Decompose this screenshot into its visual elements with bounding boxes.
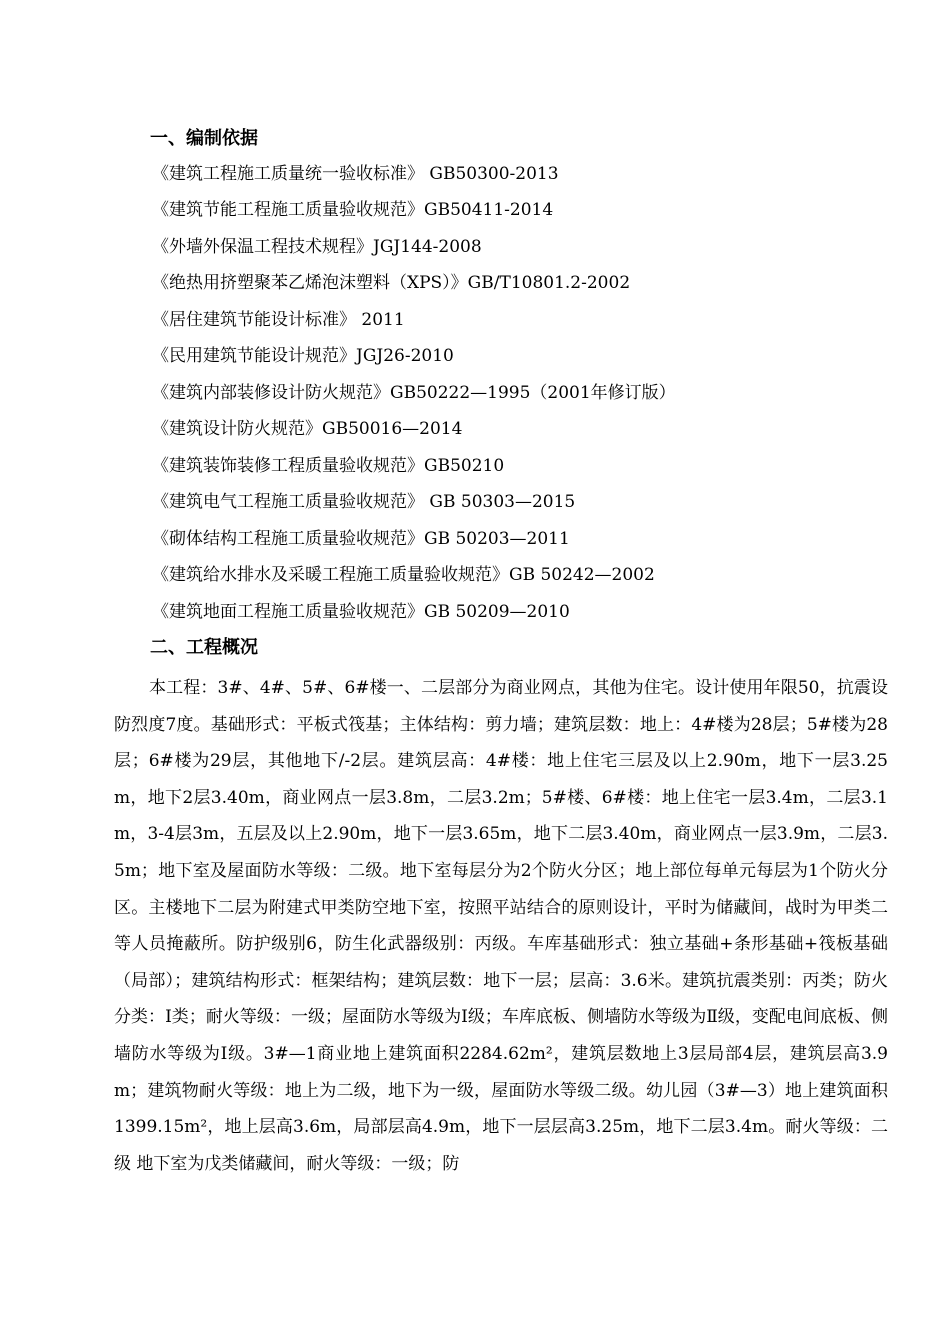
reference-item: 《建筑地面工程施工质量验收规范》GB 50209—2010: [152, 602, 570, 622]
section-heading-basis: 一、编制依据: [150, 128, 258, 149]
reference-item: 《外墙外保温工程技术规程》JGJ144-2008: [152, 237, 482, 257]
overview-paragraph: 本工程：3#、4#、5#、6#楼一、二层部分为商业网点，其他为住宅。设计使用年限50，抗震设防烈度7度。基础形式：平板式筏基；主体结构：剪力墙；建筑层数：地上：4#楼为28层；5#楼为28层；6#楼为29层，其他地下/-2层。建筑层高：4#楼：地上住宅三层及以上2.90m，地下一层3.25m，地下2层3.40m，商业网点一层3.8m，二层3.2m；5#楼、6#楼：地上住宅一层3.4m，二层3.1m，3-4层3m，五层及以上2.90m，地下一层3.65m，地下二层3.40m，商业网点一层3.9m，二层3.5m；地下室及屋面防水等级：二级。地下室每层分为2个防火分区；地上部位每单元每层为1个防火分区。主楼地下二层为附建式甲类防空地下室，按照平站结合的原则设计，平时为储藏间，战时为甲类二等人员掩蔽所。防护级别6，防生化武器级别：丙级。车库基础形式：独立基础+条形基础+筏板基础（局部）；建筑结构形式：框架结构；建筑层数：地下一层；层高：3.6米。建筑抗震类别：丙类；防火分类：Ⅰ类；耐火等级：一级；屋面防水等级为Ⅰ级；车库底板、侧墙防水等级为Ⅱ级，变配电间底板、侧墙防水等级为Ⅰ级。3#—1商业地上建筑面积2284.62m²，建筑层数地上3层局部4层，建筑层高3.9m；建筑物耐火等级：地上为二级，地下为一级，屋面防水等级二级。幼儿园（3#—3）地上建筑面积1399.15m²，地上层高3.6m，局部层高4.9m，地下一层层高3.25m，地下二层3.4m。耐火等级：二级 地下室为戊类储藏间，耐火等级：一级；防: [114, 678, 888, 1174]
reference-item: 《绝热用挤塑聚苯乙烯泡沫塑料（XPS）》GB/T10801.2-2002: [152, 273, 631, 293]
reference-item: 《居住建筑节能设计标准》 2011: [152, 310, 405, 330]
reference-item: 《建筑工程施工质量统一验收标准》 GB50300-2013: [152, 164, 559, 184]
reference-item: 《建筑电气工程施工质量验收规范》 GB 50303—2015: [152, 492, 576, 512]
reference-item: 《建筑节能工程施工质量验收规范》GB50411-2014: [152, 200, 554, 220]
reference-item: 《民用建筑节能设计规范》JGJ26-2010: [152, 346, 454, 366]
section-heading-overview: 二、工程概况: [150, 637, 258, 658]
reference-item: 《砌体结构工程施工质量验收规范》GB 50203—2011: [152, 529, 570, 549]
reference-item: 《建筑给水排水及采暖工程施工质量验收规范》GB 50242—2002: [152, 565, 655, 585]
reference-item: 《建筑内部装修设计防火规范》GB50222—1995（2001年修订版）: [152, 383, 676, 403]
reference-item: 《建筑装饰装修工程质量验收规范》GB50210: [152, 456, 505, 476]
reference-item: 《建筑设计防火规范》GB50016—2014: [152, 419, 463, 439]
